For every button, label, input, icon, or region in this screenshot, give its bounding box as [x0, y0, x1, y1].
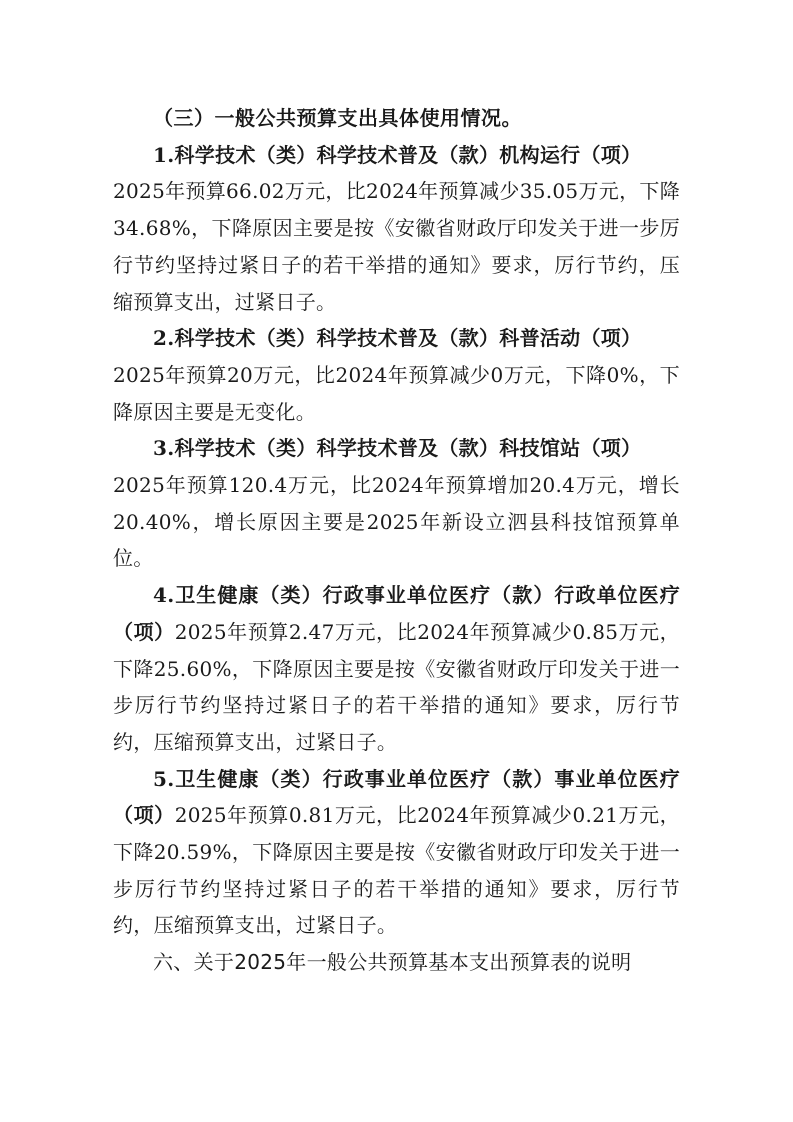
- item-title: 3.科学技术（类）科学技术普及（款）科技馆站（项）: [153, 436, 642, 461]
- item-paragraph-4: [113, 577, 680, 761]
- section-heading: 六、关于2025年一般公共预算基本支出预算表的说明: [153, 950, 632, 975]
- item-body: 2025年预算2.47万元，比2024年预算减少0.85万元，下降25.60%，下降原因主要是按《安徽省财政厅印发关于进一步厉行节约坚持过紧日子的若干举措的通知》要求，厉行节约，压缩预算支出，过紧日子。: [113, 619, 680, 754]
- item-paragraph-5: [113, 761, 680, 945]
- item-title: 4.卫生健康（类）行政事业单位医疗（款）行政单位医疗（项）: [113, 583, 680, 644]
- item-body: 2025年预算20万元，比2024年预算减少0万元，下降0%，下降原因主要是无变化。: [113, 362, 680, 424]
- item-title: 5.卫生健康（类）行政事业单位医疗（款）事业单位医疗（项）: [113, 766, 680, 828]
- item-title: 2.科学技术（类）科学技术普及（款）科普活动（项）: [153, 326, 642, 351]
- item-title: 1.科学技术（类）科学技术普及（款）机构运行（项）: [153, 142, 642, 167]
- item-body: 2025年预算0.81万元，比2024年预算减少0.21万元，下降20.59%，下降原因主要是按《安徽省财政厅印发关于进一步厉行节约坚持过紧日子的若干举措的通知》要求，厉行节约，压缩预算支出，过紧日子。: [113, 803, 680, 938]
- item-body: 2025年预算66.02万元，比2024年预算减少35.05万元，下降34.68%，下降原因主要是按《安徽省财政厅印发关于进一步厉行节约坚持过紧日子的若干举措的通知》要求，厉行节约，压缩预算支出，过紧日子。: [113, 179, 680, 314]
- item-paragraph-1: [113, 137, 680, 321]
- subheading: （三）一般公共预算支出具体使用情况。: [153, 106, 522, 130]
- document-body: [113, 100, 680, 981]
- item-body: 2025年预算120.4万元，比2024年预算增加20.4万元，增长20.40%，增长原因主要是2025年新设立泗县科技馆预算单位。: [113, 473, 680, 571]
- item-paragraph-2: [113, 320, 680, 430]
- item-paragraph-3: [113, 430, 680, 577]
